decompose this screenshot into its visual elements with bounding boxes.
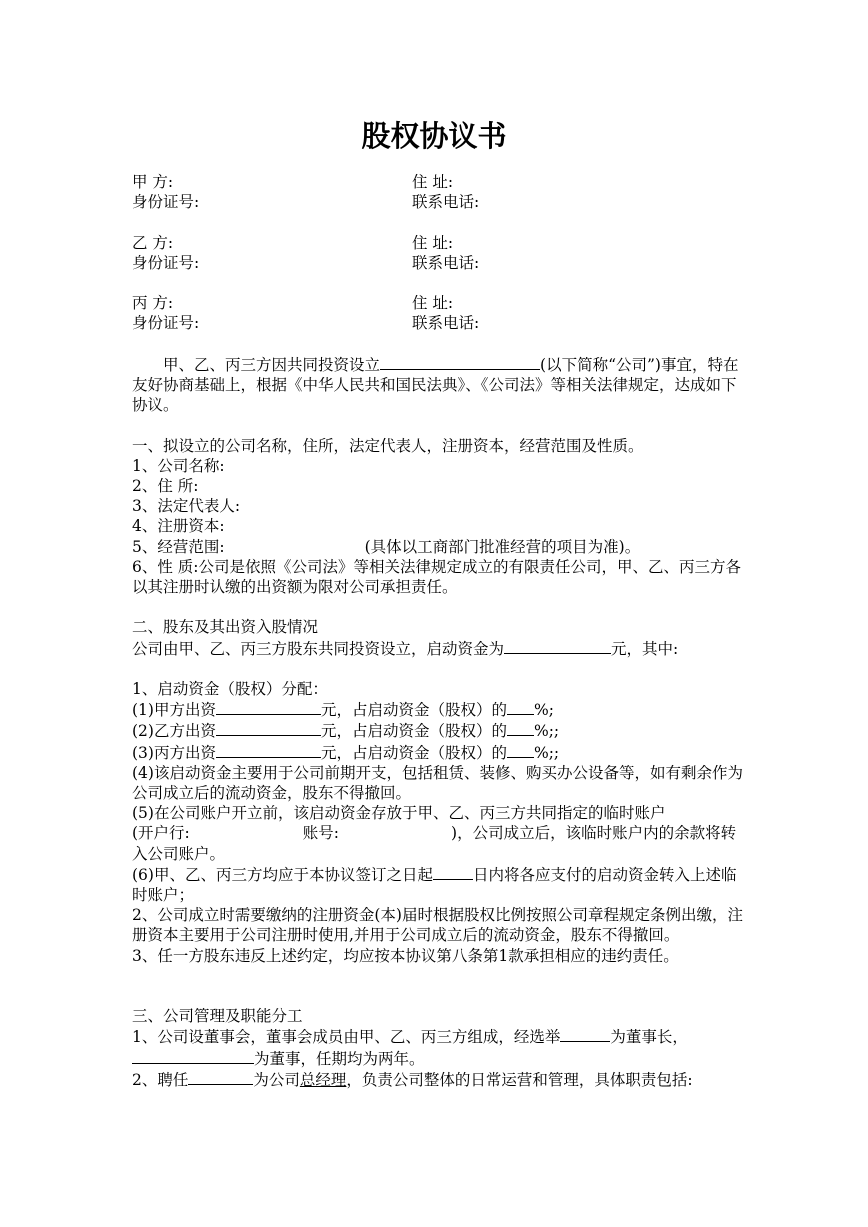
clause-5-account-label: 账号: — [302, 824, 340, 843]
alloc-a-mid: 元，占启动资金（股权）的 — [320, 701, 507, 720]
party-b-address-label: 住 址: — [412, 233, 454, 252]
alloc-a-amount-blank — [216, 699, 321, 715]
section1-item5 — [132, 537, 750, 557]
alloc-b-mid: 元，占启动资金（股权）的 — [320, 722, 507, 741]
party-a-row-2 — [132, 192, 750, 212]
clause-5-a: (5)在公司账户开立前，该启动资金存放于甲、乙、丙三方共同指定的临时账户 — [132, 804, 666, 823]
party-c-address-label: 住 址: — [412, 294, 454, 313]
party-a-row-1 — [132, 172, 750, 192]
clause-6 — [132, 864, 750, 905]
section1-item4: 4、注册资本: — [132, 517, 225, 536]
party-b-phone-label: 联系电话: — [412, 253, 480, 272]
alloc-b-end: %;; — [533, 722, 560, 741]
s3-item2-a: 2、聘任 — [132, 1070, 189, 1089]
section3-item2 — [132, 1069, 750, 1090]
party-a-label: 甲 方: — [132, 173, 174, 191]
item5-label: 5、经营范围: — [132, 537, 225, 556]
alloc-b-amount-blank — [216, 720, 321, 736]
party-b-id-label: 身份证号: — [132, 253, 200, 272]
s3-item1-c: 为董事，任期均为两年。 — [254, 1049, 425, 1068]
party-c-row-1 — [132, 293, 750, 313]
party-b-label: 乙 方: — [132, 233, 174, 252]
days-blank — [433, 864, 473, 880]
alloc-b-pre: (2)乙方出资 — [132, 722, 216, 741]
clause-5-bank-label: (开户行: — [132, 824, 190, 843]
section1-heading: 一、拟设立的公司名称，住所，法定代表人，注册资本，经营范围及性质。 — [132, 436, 644, 455]
party-a-id-label: 身份证号: — [132, 193, 200, 212]
s3-item2-position: 总经理 — [299, 1070, 347, 1089]
allocation-party-c — [132, 742, 750, 763]
s3-item2-d: ，负责公司整体的日常运营和管理，具体职责包括: — [346, 1070, 693, 1089]
intro-text-a: 甲、乙、丙三方因共同投资设立 — [163, 355, 381, 374]
clause-5-d: )，公司成立后，该临时账户内的余款将转入公司账户。 — [132, 824, 737, 863]
capital-text-a: 公司由甲、乙、丙三方股东共同投资设立，启动资金为 — [132, 639, 505, 658]
document-body — [132, 172, 750, 1090]
party-c-id-label: 身份证号: — [132, 314, 200, 333]
company-name-blank — [380, 354, 540, 370]
document-title: 股权协议书 — [361, 119, 507, 153]
clause-6-b: 日内将各应支付的启动资金转入上述临时账户； — [132, 865, 737, 905]
party-a-phone-label: 联系电话: — [412, 193, 480, 212]
alloc-b-percent-blank — [507, 720, 534, 736]
section2-heading: 二、股东及其出资入股情况 — [132, 618, 319, 637]
party-c-label: 丙 方: — [132, 294, 174, 313]
alloc-a-percent-blank — [507, 699, 534, 715]
chairman-blank — [560, 1026, 610, 1042]
section1-item6: 6、性 质:公司是依照《公司法》等相关法律规定成立的有限责任公司，甲、乙、丙三方各以其注册时认缴的出资额为限对公司承担责任。 — [132, 557, 742, 596]
s3-item1-a: 1、公司设董事会，董事会成员由甲、乙、丙三方组成，经选举 — [132, 1028, 561, 1047]
intro-text-b: (以下简称“公司”)事宜，特在友好协商基础上，根据《中华人民共和国民法典》、《公司法》等相关法律规定，达成如下协议。 — [132, 355, 739, 415]
section3-item1 — [132, 1026, 750, 1068]
section2-item2: 2、公司成立时需要缴纳的注册资金(本)届时根据股权比例按照公司章程规定条例出缴，注册资本主要用于公司注册时使用,并用于公司成立后的流动资金，股东不得撤回。 — [132, 906, 743, 945]
capital-blank — [504, 638, 611, 654]
intro-paragraph — [132, 354, 750, 416]
alloc-a-end: %; — [533, 701, 554, 720]
allocation-party-a — [132, 699, 750, 720]
alloc-c-mid: 元，占启动资金（股权）的 — [320, 743, 507, 762]
director-blank — [132, 1048, 254, 1064]
party-c-phone-label: 联系电话: — [412, 314, 480, 333]
clause-4: (4)该启动资金主要用于公司前期开支，包括租赁、装修、购买办公设备等，如有剩余作为公司成立后的流动资金，股东不得撤回。 — [132, 763, 743, 802]
manager-name-blank — [188, 1069, 253, 1085]
capital-text-b: 元，其中: — [611, 639, 679, 658]
alloc-c-pre: (3)丙方出资 — [132, 743, 216, 762]
s3-item1-b: 为董事长， — [610, 1028, 688, 1047]
section1-item1: 1、公司名称: — [132, 456, 225, 475]
alloc-a-pre: (1)甲方出资 — [132, 701, 216, 720]
party-c-row-2 — [132, 313, 750, 333]
party-a-address-label: 住 址: — [412, 173, 454, 191]
party-b-row-2 — [132, 253, 750, 273]
party-b-row-1 — [132, 233, 750, 253]
section1-item3: 3、法定代表人: — [132, 497, 241, 516]
s3-item2-b: 为公司 — [253, 1070, 300, 1089]
alloc-c-end: %;; — [533, 743, 560, 762]
allocation-heading: 1、启动资金（股权）分配： — [132, 679, 328, 698]
section3-heading: 三、公司管理及职能分工 — [132, 1007, 303, 1026]
capital-line — [132, 638, 750, 659]
allocation-party-b — [132, 720, 750, 741]
section1-item2: 2、住 所: — [132, 476, 199, 495]
clause-5 — [132, 803, 750, 864]
section2-item3: 3、任一方股东违反上述约定，均应按本协议第八条第1款承担相应的违约责任。 — [132, 946, 679, 965]
clause-6-a: (6)甲、乙、丙三方均应于本协议签订之日起 — [132, 865, 433, 884]
alloc-c-amount-blank — [216, 742, 321, 758]
item5-note: (具体以工商部门批准经营的项目为准)。 — [364, 537, 641, 556]
alloc-c-percent-blank — [507, 742, 534, 758]
